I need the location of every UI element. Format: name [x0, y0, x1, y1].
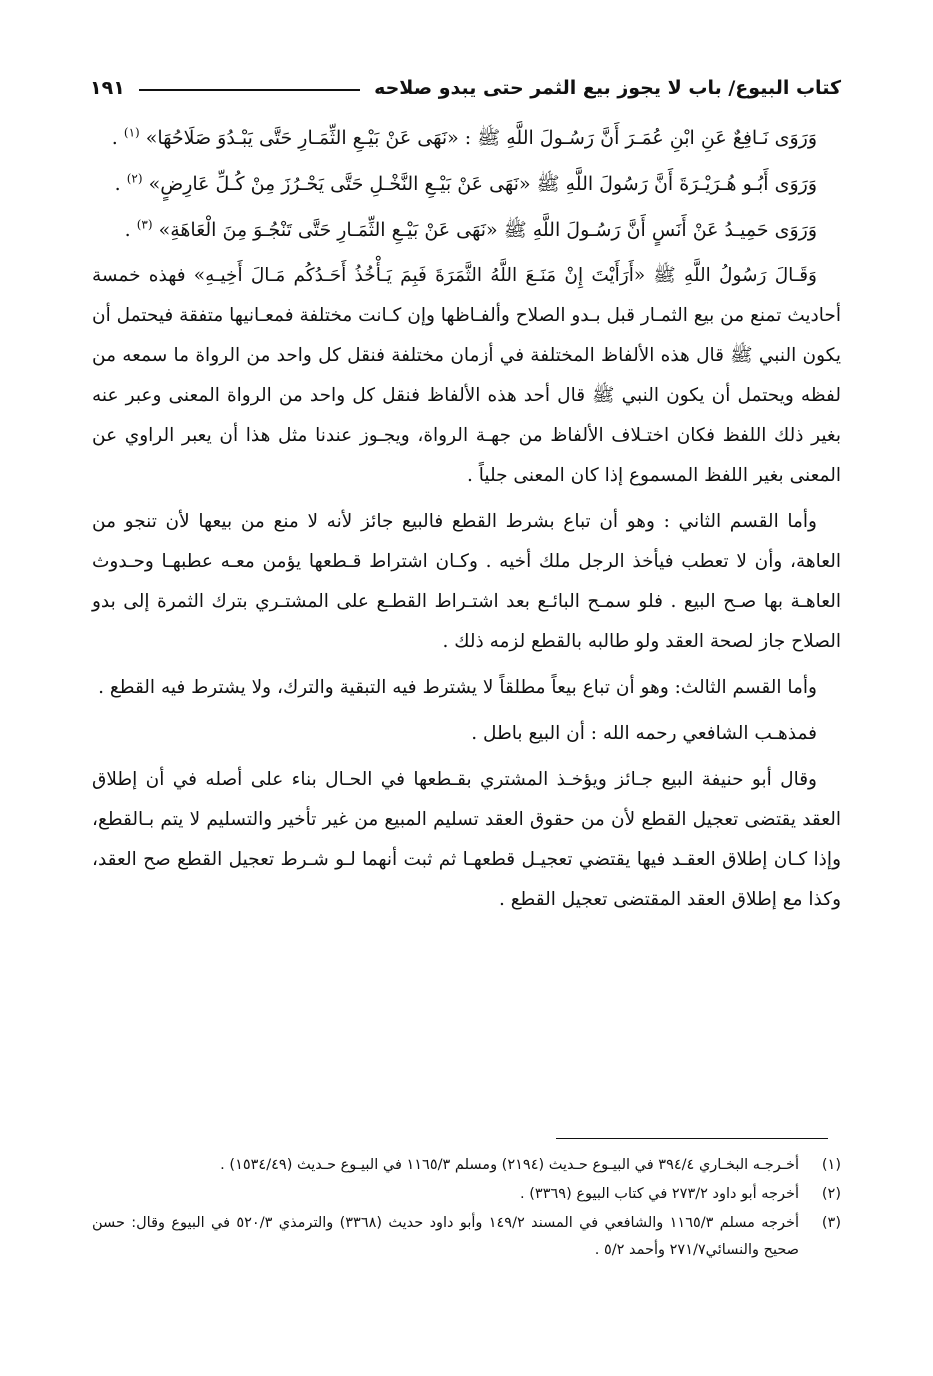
- footnote: [92, 1152, 841, 1179]
- paragraph: وأما القسم الثاني : وهو أن تباع بشرط القطع فالبيع جائز لأنه لا منع من بيعها لأن تنجو من العاهة، وأن لا تعطب فيأخذ الرجل ملك أخيه . وكـان اشتراط قـطعها يؤمن معـه عطبهـا وحـدوث العاهـة بها صـح البيع . فلو سمـح البائـع بعد اشتـراط القطـع على المشتـري بترك الثمرة إلى بدو الصلاح جاز لصحة العقد ولو طالبه بالقطع لزمه ذلك .: [92, 511, 841, 652]
- footnote-text: أخرجه مسلم ١١٦٥/٣ والشافعي في المسند ١٤٩/٢ وأبو داود حديث (٣٣٦٨) والترمذي ٥٢٠/٣ في البيوع وقال: حسن صحيح والنسائي٢٧١/٧ وأحمد ٥/٢ .: [92, 1215, 799, 1258]
- footnote-text: أخـرجـه البخـاري ٣٩٤/٤ في البيـوع حـديث (٢١٩٤) ومسلم ١١٦٥/٣ في البيـوع حـديث (١٥٣٤/٤٩) .: [220, 1157, 799, 1173]
- footnote-text: أخرجه أبو داود ٢٧٣/٢ في كتاب البيوع (٣٣٦٩) .: [520, 1186, 799, 1202]
- running-header: [90, 72, 841, 104]
- footnote-ref[interactable]: (١): [123, 125, 140, 140]
- footnote: [92, 1181, 841, 1208]
- footnote-divider: [556, 1138, 828, 1139]
- paragraph: وقال أبو حنيفة البيع جـائز ويؤخـذ المشتري بقـطعها في الحـال بناء على أصله في أن إطلاق العقد يقتضى تعجيل القطع لأن من حقوق العقد تسليم المبيع من غير تأخير والتسليم لا يتم بـالقطع، وإذا كـان إطلاق العقـد فيها يقتضي تعجيـل قطعهـا ثم ثبت أنهما لـو شـرط تعجيل القطع صح العقد، وكذا مع إطلاق العقد المقتضى تعجيل القطع .: [92, 769, 841, 910]
- running-title: كتاب البيوع/ باب لا يجوز بيع الثمر حتى يبدو صلاحه: [374, 77, 841, 99]
- footnotes: [92, 1152, 841, 1266]
- paragraph: [92, 164, 841, 204]
- paragraph-text: وَرَوَى حَمِيـدُ عَنْ أَنَسٍ أَنَّ رَسُـولَ اللَّهِ ﷺ «نَهَى عَنْ بَيْـعِ الثِّمَـارِ حَتَّى تَنْجُـوَ مِنَ الْعَاهَةِ»: [158, 219, 817, 241]
- footnote-ref[interactable]: (٢): [126, 171, 143, 186]
- footnote-number: (٣): [821, 1215, 841, 1231]
- paragraph: [92, 210, 841, 250]
- footnote: [92, 1210, 841, 1264]
- paragraph: فمذهـب الشافعي رحمه الله : أن البيع باطل .: [471, 723, 817, 744]
- header-rule: [139, 89, 360, 91]
- main-text: [92, 118, 841, 926]
- paragraph-text: وَرَوَى أَبُـو هُـرَيْـرَةَ أَنَّ رَسُولَ اللَّهِ ﷺ «نَهَى عَنْ بَيْـعِ النَّخْـلِ حَتَّى يَحْـرُزَ مِنْ كُـلِّ عَارِضٍ»: [148, 173, 817, 195]
- paragraph: وَقَـالَ رَسُولُ اللَّهِ ﷺ «أَرَأَيْتَ إِنْ مَنَـعَ اللَّهُ الثَّمَرَةَ فَبِمَ يَـأْخُذُ أَحَـدُكُم مَـالَ أَخِيـهِ» فهذه خمسة أحاديث تمنع من بيع الثمـار قبل بـدو الصلاح وألفـاظها وإن كـانت مختلفة فمعـانيها متفقة فيحتمل أن يكون النبي ﷺ قال هذه الألفاظ المختلفة في أزمان مختلفة فنقل كل واحد من الرواة ما سمعه من لفظه ويحتمل أن يكون النبي ﷺ قال أحد هذه الألفاظ فنقل كل واحد من الرواة المعنى وعبر عنه بغير ذلك اللفظ فكان اختـلاف الألفاظ من جهـة الرواة، ويجـوز عندنا مثل هذا أن يعبر الراوي عن المعنى بغير اللفظ المسموع إذا كان المعنى جلياً .: [92, 265, 841, 486]
- paragraph-end: .: [114, 173, 121, 195]
- footnote-ref[interactable]: (٣): [136, 217, 153, 232]
- paragraph-text: وَرَوَى نَـافِعٌ عَنِ ابْنِ عُمَـرَ أَنَّ رَسُـولَ اللَّهِ ﷺ : «نَهَى عَنْ بَيْـعِ الثِّمَـارِ حَتَّى يَبْـدُوَ صَلَاحُهَا»: [145, 127, 817, 149]
- paragraph-end: .: [124, 219, 131, 241]
- paragraph-end: .: [111, 127, 118, 149]
- footnote-number: (٢): [821, 1186, 841, 1202]
- paragraph: [92, 118, 841, 158]
- paragraph: وأما القسم الثالث: وهو أن تباع بيعاً مطلقاً لا يشترط فيه التبقية والترك، ولا يشترط فيه القطع .: [98, 677, 817, 698]
- footnote-number: (١): [821, 1157, 841, 1173]
- page-number: ١٩١: [90, 77, 125, 99]
